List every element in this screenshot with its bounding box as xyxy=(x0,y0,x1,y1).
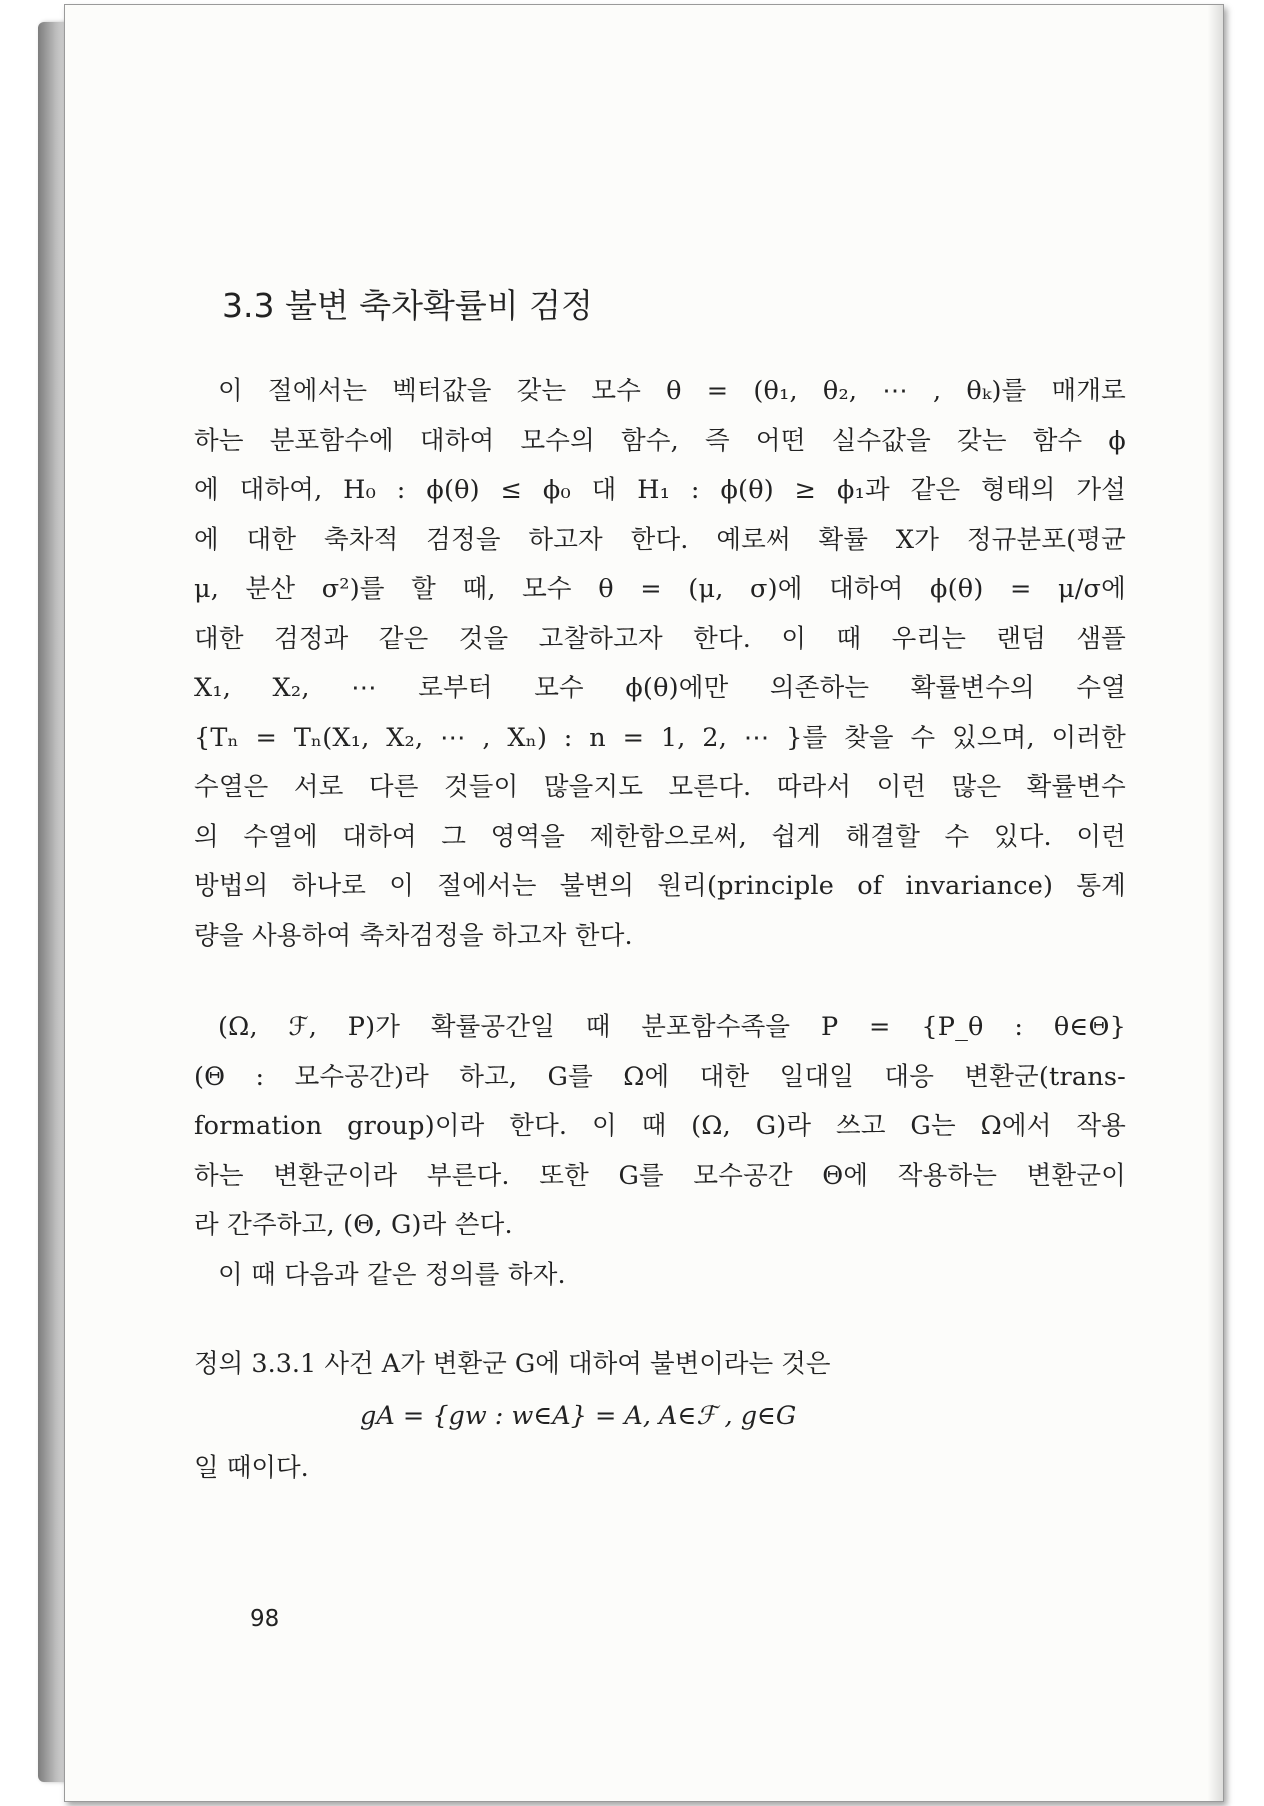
text-line: (Θ : 모수공간)라 하고, G를 Ω에 대한 일대일 대응 변환군(trans- xyxy=(194,1061,1126,1092)
text-line: μ, 분산 σ²)를 할 때, 모수 θ = (μ, σ)에 대하여 ϕ(θ) = μ/σ에 xyxy=(194,574,1126,604)
paragraph-invariance-intro xyxy=(194,367,1126,961)
definition-closing: 일 때이다. xyxy=(194,1453,309,1483)
text-line: X₁, X₂, ⋯ 로부터 모수 ϕ(θ)에만 의존하는 확률변수의 수열 xyxy=(194,673,1126,703)
text-line: 하는 변환군이라 부른다. 또한 G를 모수공간 Θ에 작용하는 변환군이 xyxy=(194,1160,1126,1191)
text-line: {Tₙ = Tₙ(X₁, X₂, ⋯ , Xₙ) : n = 1, 2, ⋯ }를 찾을 수 있으며, 이러한 xyxy=(194,722,1126,753)
text-line: 방법의 하나로 이 절에서는 불변의 원리(principle of invariance) 통계 xyxy=(194,871,1126,901)
text-line: 하는 분포함수에 대하여 모수의 함수, 즉 어떤 실수값을 갖는 함수 ϕ xyxy=(194,425,1126,456)
text-line: 대한 검정과 같은 것을 고찰하고자 한다. 이 때 우리는 랜덤 샘플 xyxy=(194,623,1126,654)
text-line: 이 때 다음과 같은 정의를 하자. xyxy=(218,1259,566,1290)
text-line: (Ω, ℱ, P)가 확률공간일 때 분포함수족을 P = {P_θ : θ∈Θ} xyxy=(218,1012,1126,1042)
text-line: formation group)이라 한다. 이 때 (Ω, G)라 쓰고 G는 Ω에서 작용 xyxy=(194,1111,1126,1141)
text-line: 에 대한 축차적 검정을 하고자 한다. 예로써 확률 X가 정규분포(평균 xyxy=(194,524,1126,555)
page-content xyxy=(194,280,1126,1494)
section-heading: 3.3 불변 축차확률비 검정 xyxy=(222,286,593,325)
text-line: 라 간주하고, (Θ, G)라 쓴다. xyxy=(194,1210,513,1240)
page-number: 98 xyxy=(250,1606,280,1632)
text-line: 수열은 서로 다른 것들이 많을지도 모른다. 따라서 이런 많은 확률변수 xyxy=(194,772,1126,802)
text-line: 이 절에서는 벡터값을 갖는 모수 θ = (θ₁, θ₂, ⋯ , θₖ)를 매개로 xyxy=(218,376,1126,406)
definition-3-3-1 xyxy=(194,1338,1126,1494)
text-line: 의 수열에 대하여 그 영역을 제한함으로써, 쉽게 해결할 수 있다. 이런 xyxy=(194,821,1126,852)
definition-formula: gA = {gw : w∈A} = A, A∈ℱ , g∈G xyxy=(360,1401,797,1431)
page-shadow xyxy=(1207,5,1223,1801)
paragraph-transformation-group xyxy=(194,1003,1126,1300)
text-line: 에 대하여, H₀ : ϕ(θ) ≤ ϕ₀ 대 H₁ : ϕ(θ) ≥ ϕ₁과 같은 형태의 가설 xyxy=(194,475,1126,505)
text-line: 량을 사용하여 축차검정을 하고자 한다. xyxy=(194,920,633,951)
definition-statement: 정의 3.3.1 사건 A가 변환군 G에 대하여 불변이라는 것은 xyxy=(194,1349,831,1379)
